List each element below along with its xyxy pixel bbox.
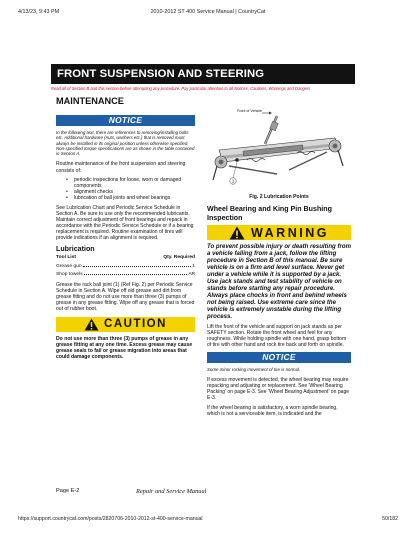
print-footer (18, 516, 398, 526)
left-column (56, 96, 195, 360)
figure-front-label: Front of Vehicle (237, 109, 262, 113)
bullet-icon: • (66, 195, 68, 202)
list-item: • lubrication of ball joints and wheel bearings (66, 195, 171, 202)
lubrication-heading: Lubrication (56, 244, 95, 253)
grease-paragraph: Grease the rack ball joint (1) (Ref Fig. 2) per Periodic Service Schedule in Section A. Wipe off old grease and dirt from grease fitting and do not use more than three (3) pumps of grease in any grease fitting. Wipe off any grease that is forced out of rubber boot. (56, 282, 195, 313)
notice-banner: NOTICE (207, 352, 351, 363)
steering-assembly-illustration (207, 108, 351, 192)
bullet-icon: • (66, 189, 68, 196)
warning-banner (207, 225, 351, 240)
print-page-title: 2010-2012 ST 400 Service Manual | CountryCat (150, 9, 266, 15)
warning-text: To prevent possible injury or death resulting from a vehicle falling from a jack, follow the lifting procedure in Section B of this manual. Be sure vehicle is on a firm and level surface. Never get under a vehicle while it is supported by a jack. Use jack stands and test stability of vehicle on stands before starting any repair procedure. Always place chocks in front and behind wheels not being raised. Use extreme care since the vehicle is extremely unstable during the lifting process. (207, 243, 352, 321)
manual-title: Repair and Service Manual (136, 488, 207, 495)
warning-triangle-icon (84, 318, 99, 331)
notice-text: In the following text, there are references to removing/installing bolts etc. Additional hardware (nuts, washers etc.) that is removed must always be installed in its original position unless otherwise specified. Non-specified torque specifications are as shown in the table contained in Section A. (56, 130, 195, 157)
lubrication-chart-paragraph: See Lubrication Chart and Periodic Service Schedule in Section A. Be sure to use only the recommended lubricants. Maintain correct adjustment of front bearings and repack in accordance with the Periodic Service Schedule or if a bearing replacement is required. Routine examination of tires will provide indications if an alignment is required. (56, 204, 194, 241)
warning-triangle-icon (229, 226, 245, 240)
excess-movement-paragraph: If excess movement is detected, the wheel bearing may require repacking and adjusting or replacement. See 'Wheel Bearing Packing' on page E-3. See 'Wheel Bearing Adjustment' on page E-3. (207, 377, 350, 402)
figure-callout-number: 1 (231, 178, 235, 184)
banner-note: Read all of Section B and this section before attempting any procedure. Pay particular attention to all Notices, Cautions, Warnings and Dangers (51, 86, 311, 91)
caution-label: CAUTION (104, 317, 167, 330)
print-datetime: 4/13/23, 9:43 PM (18, 9, 60, 15)
print-url: https://support.countrycat.com/posts/2820706-2010-2012-st-400-service-manual (18, 516, 203, 522)
notice-text: Some minor rocking movement of tire is normal. (207, 366, 301, 372)
print-page-count: 50/182 (382, 516, 398, 522)
maintenance-list (56, 177, 195, 201)
maintenance-intro: Routine maintenance of the front suspension and steering consists of: (56, 161, 186, 174)
wheel-bearing-heading: Wheel Bearing and King Pin Bushing Inspection (207, 205, 332, 222)
caution-text: Do not use more than three (3) pumps of grease in any grease fitting at any one time. Excess grease may cause grease seals to fail or grease migration into areas that could damage components. (56, 335, 193, 361)
print-header (18, 9, 398, 19)
section-banner: FRONT SUSPENSION AND STEERING (51, 64, 355, 84)
tool-row: Grease gun 1 (56, 264, 195, 270)
tool-list-header (56, 255, 195, 261)
list-item: • periodic inspections for loose, worn or damaged components (66, 177, 182, 190)
page-number: Page E-2 (56, 488, 80, 494)
lift-vehicle-paragraph: Lift the front of the vehicle and support on jack stands as per SAFETY section. Rotate the front wheel and feel for any roughness. While holding spindle with one hand, grasp bottom of tire with other hand and rock tire back and forth on spindle. (207, 324, 347, 349)
list-item: • alignment checks (66, 189, 113, 196)
tool-row: Shop towels AR (56, 272, 195, 278)
qty-required-label: Qty. Required (163, 255, 195, 261)
lubrication-figure (207, 108, 351, 192)
caution-banner (56, 317, 195, 332)
warning-label: WARNING (251, 225, 329, 240)
figure-caption: Fig. 2 Lubrication Points (249, 194, 309, 200)
bearing-satisfactory-paragraph: If the wheel bearing is satisfactory, a worn spindle bearing, which is not a serviceable item, is indicated and the (207, 404, 338, 417)
tool-list-label: Tool List (56, 255, 77, 261)
notice-banner: NOTICE (56, 115, 195, 126)
bullet-icon: • (66, 177, 68, 184)
maintenance-heading: MAINTENANCE (56, 96, 124, 106)
right-column (207, 108, 351, 421)
